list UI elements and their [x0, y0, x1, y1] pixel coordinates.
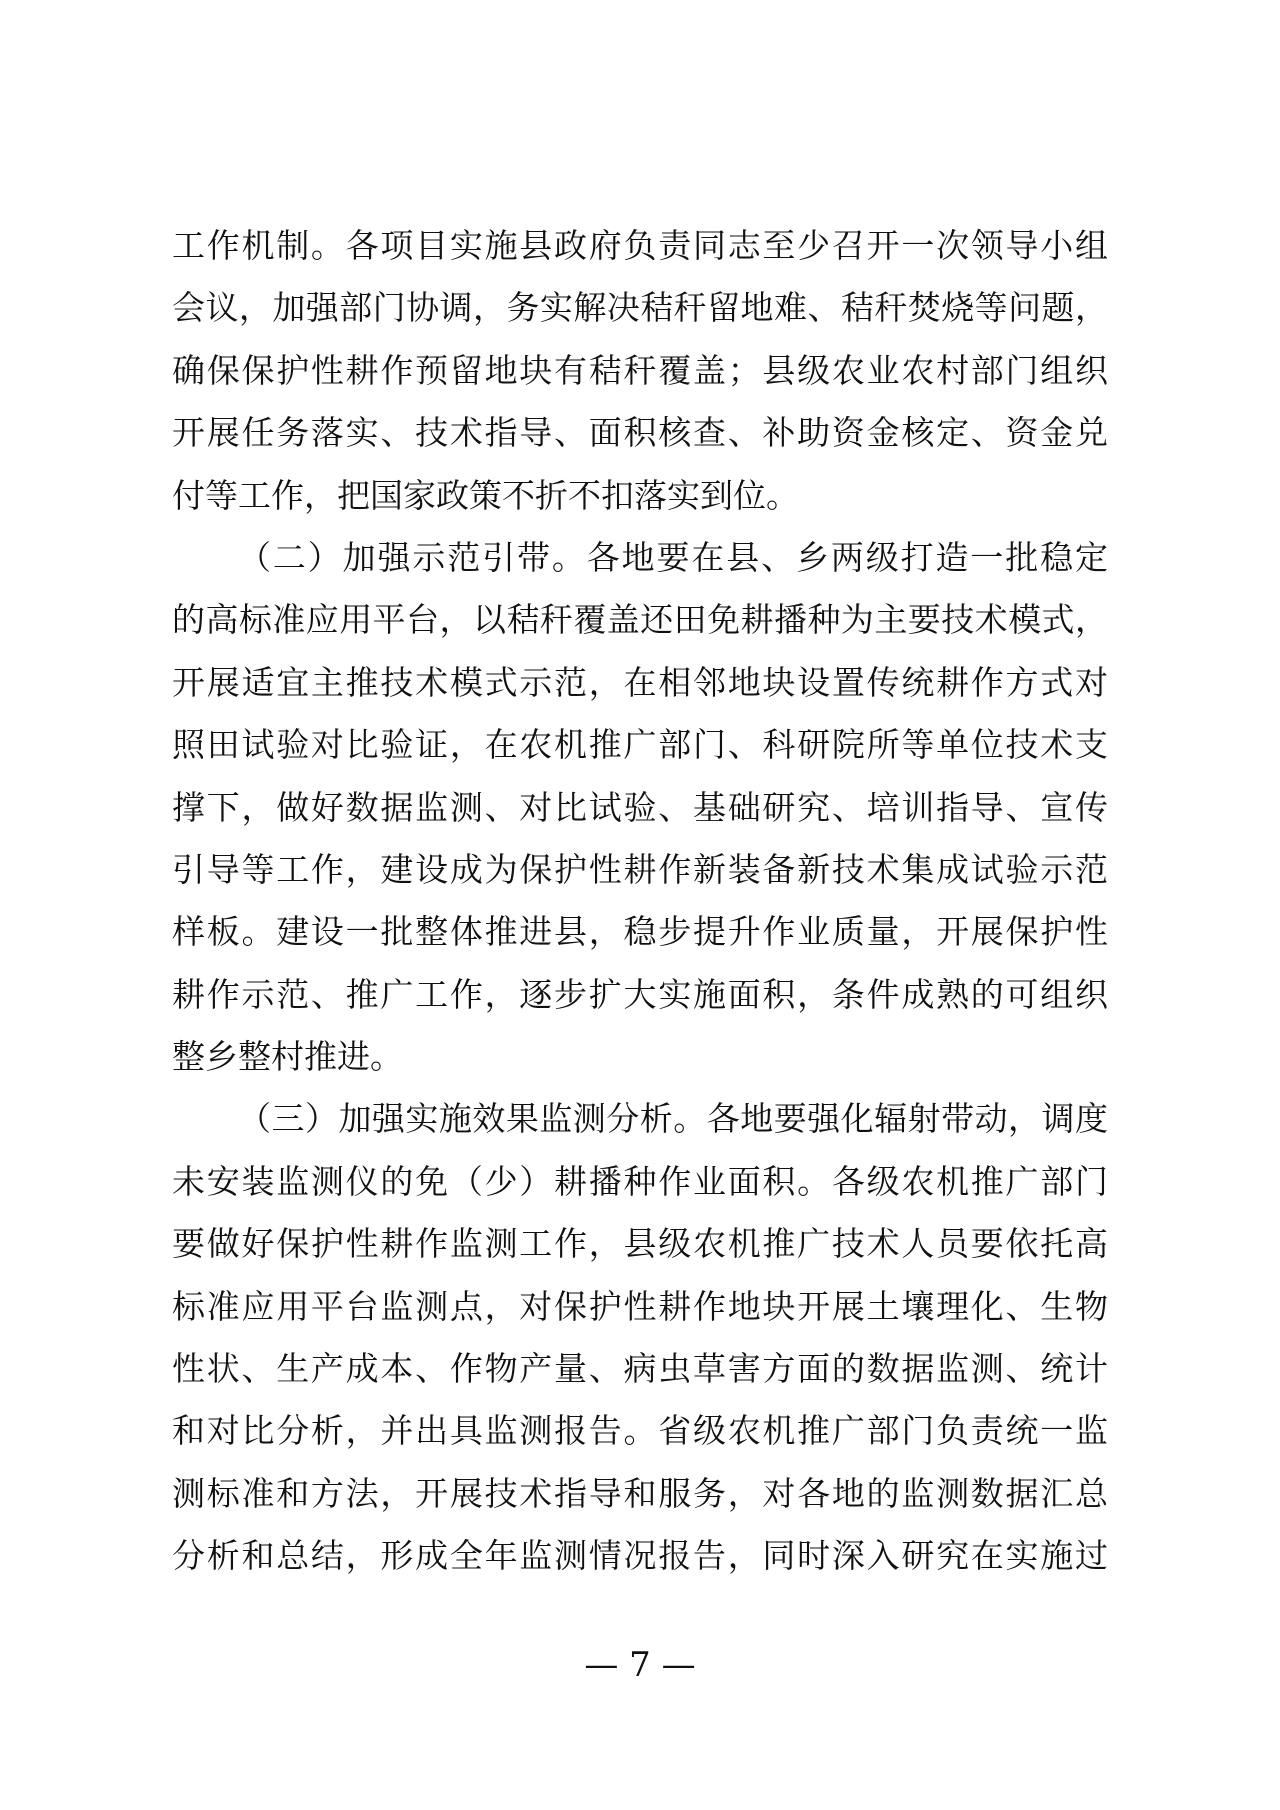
section-heading-3: （三）加强实施效果监测分析。 — [238, 1099, 707, 1139]
document-body — [172, 215, 1108, 1588]
text-line: 会议，加强部门协调，务实解决秸秆留地难、秸秆焚烧等问题， — [172, 288, 1108, 328]
text-line: 照田试验对比验证，在农机推广部门、科研院所等单位技术支 — [172, 725, 1108, 765]
text-line: 未安装监测仪的免（少）耕播种作业面积。各级农机推广部门 — [172, 1161, 1108, 1201]
section-heading-2: （二）加强示范引带。 — [238, 537, 587, 577]
text-line: 样板。建设一批整体推进县，稳步提升作业质量，开展保护性 — [172, 912, 1108, 952]
text-line: 耕作示范、推广工作，逐步扩大实施面积，条件成熟的可组织 — [172, 974, 1108, 1014]
text-line: 分析和总结，形成全年监测情况报告，同时深入研究在实施过 — [172, 1536, 1108, 1576]
text-line: 工作机制。各项目实施县政府负责同志至少召开一次领导小组 — [172, 226, 1108, 265]
text-line: 开展任务落实、技术指导、面积核查、补助资金核定、资金兑 — [172, 413, 1108, 453]
text-line: 标准应用平台监测点，对保护性耕作地块开展土壤理化、生物 — [172, 1286, 1108, 1326]
text-line: 开展适宜主推技术模式示范，在相邻地块设置传统耕作方式对 — [172, 662, 1108, 702]
text-line: 测标准和方法，开展技术指导和服务，对各地的监测数据汇总 — [172, 1473, 1108, 1513]
line-text: 各地要强化辐射带动，调度 — [706, 1099, 1109, 1139]
text-line — [172, 527, 1108, 589]
text-line: 性状、生产成本、作物产量、病虫草害方面的数据监测、统计 — [172, 1349, 1108, 1389]
page-number: — 7 — — [584, 1645, 696, 1685]
text-line: 整乡整村推进。 — [172, 1037, 403, 1077]
text-line: 确保保护性耕作预留地块有秸秆覆盖；县级农业农村部门组织 — [172, 350, 1108, 390]
text-line — [172, 1088, 1108, 1150]
text-line: 撑下，做好数据监测、对比试验、基础研究、培训指导、宣传 — [172, 787, 1108, 827]
text-line: 要做好保护性耕作监测工作，县级农机推广技术人员要依托高 — [172, 1224, 1108, 1264]
text-line: 的高标准应用平台，以秸秆覆盖还田免耕播种为主要技术模式， — [172, 600, 1108, 640]
text-line: 引导等工作，建设成为保护性耕作新装备新技术集成试验示范 — [172, 849, 1108, 889]
line-text: 各地要在县、乡两级打造一批稳定 — [586, 537, 1108, 577]
text-line: 和对比分析，并出具监测报告。省级农机推广部门负责统一监 — [172, 1411, 1108, 1451]
text-line: 付等工作，把国家政策不折不扣落实到位。 — [172, 475, 799, 515]
